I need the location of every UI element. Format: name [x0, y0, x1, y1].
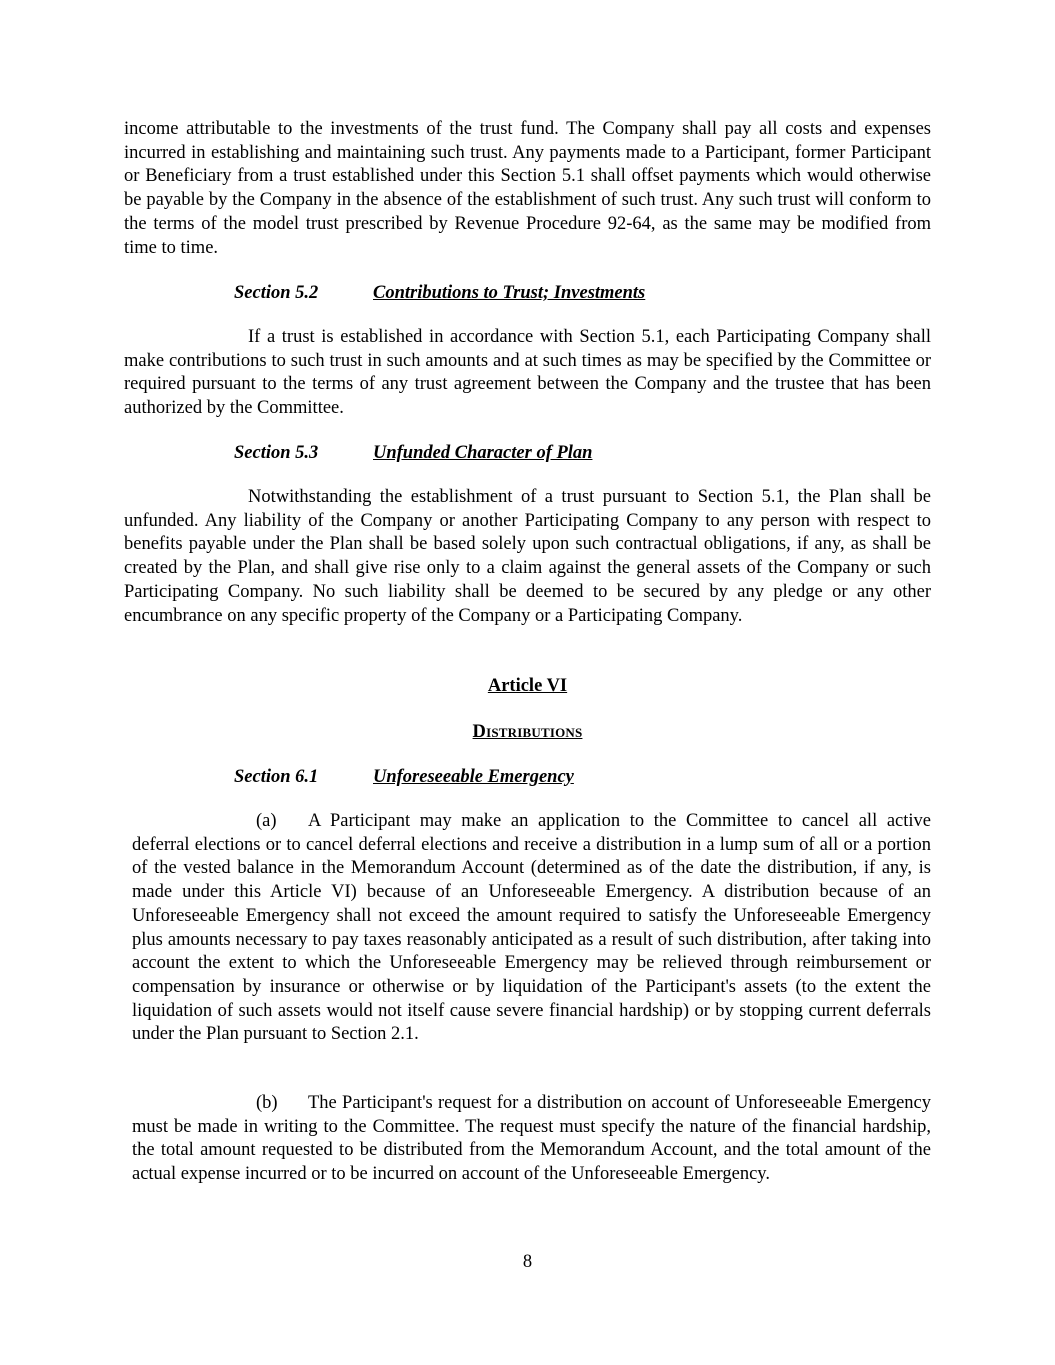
- item-b-label: (b): [256, 1093, 278, 1113]
- article-title: Article VI: [487, 676, 568, 696]
- paragraph-trust-costs: income attributable to the investments of the trust fund. The Company shall pay all costs and expenses incurred in establishing and maintaining such trust. Any payments made to a Participant, former Participant or Beneficiary from a trust established under this Section 5.1 shall offset payments which would otherwise be payable by the Company in the absence of the establishment of such trust. Any such trust will conform to the terms of the model trust prescribed by Revenue Procedure 92-64, as the same may be modified from time to time.: [124, 119, 931, 258]
- article-subtitle: Distributions: [472, 722, 583, 742]
- section-5-3-body: Notwithstanding the establishment of a trust pursuant to Section 5.1, the Plan shall be unfunded. Any liability of the Company or another Participating Company to any person with respect to benefits payable under the Plan shall be based solely upon such contractual obligations, if any, as shall be created by the Plan, and shall give rise only to a claim against the general assets of the Company or such Participating Company. No such liability shall be deemed to be secured by any pledge or any other encumbrance on any specific property of the Company or a Participating Company.: [124, 487, 931, 626]
- section-5-2-heading: [234, 281, 645, 305]
- section-6-1-item-a: [132, 810, 931, 1047]
- item-a-body: A Participant may make an application to the Committee to cancel all active deferral elections or to cancel deferral elections and receive a distribution in a lump sum of all or a portion of the vested balance in the Memorandum Account (determined as of the date the distribution, if any, is made under this Article VI) because of an Unforeseeable Emergency. A distribution because of an Unforeseeable Emergency shall not exceed the amount required to satisfy the Unforeseeable Emergency plus amounts necessary to pay taxes reasonably anticipated as a result of such distribution, after taking into account the extent to which the Unforeseeable Emergency may be relieved through reimbursement or compensation by insurance or otherwise or by liquidation of the Participant's assets (to the extent the liquidation of such assets would not itself cause severe financial hardship) or by stopping current deferrals under the Plan pursuant to Section 2.1.: [132, 811, 931, 1045]
- section-6-1-item-b: [132, 1092, 931, 1187]
- item-a-label: (a): [256, 811, 277, 831]
- section-5-2-title: Contributions to Trust; Investments: [373, 283, 646, 303]
- section-5-3-title: Unfunded Character of Plan: [373, 443, 593, 463]
- item-b-body: The Participant's request for a distribution on account of Unforeseeable Emergency must be made in writing to the Committee. The request must specify the nature of the financial hardship, the total amount requested to be distributed from the Memorandum Account, and the total amount of the actual expense incurred or to be incurred on account of the Unforeseeable Emergency.: [132, 1093, 931, 1185]
- section-5-3-heading: [234, 441, 592, 465]
- section-5-2-body: If a trust is established in accordance with Section 5.1, each Participating Company shall make contributions to such trust in such amounts and at such times as may be specified by the Committee or required pursuant to the terms of any trust agreement between the Company and the trustee that has been authorized by the Committee.: [124, 327, 931, 419]
- section-6-1-heading: [234, 765, 574, 789]
- section-5-2-number: Section 5.2: [234, 283, 319, 303]
- section-6-1-number: Section 6.1: [234, 767, 319, 787]
- page-number: 8: [522, 1252, 533, 1272]
- section-6-1-title: Unforeseeable Emergency: [373, 767, 574, 787]
- section-5-3-number: Section 5.3: [234, 443, 319, 463]
